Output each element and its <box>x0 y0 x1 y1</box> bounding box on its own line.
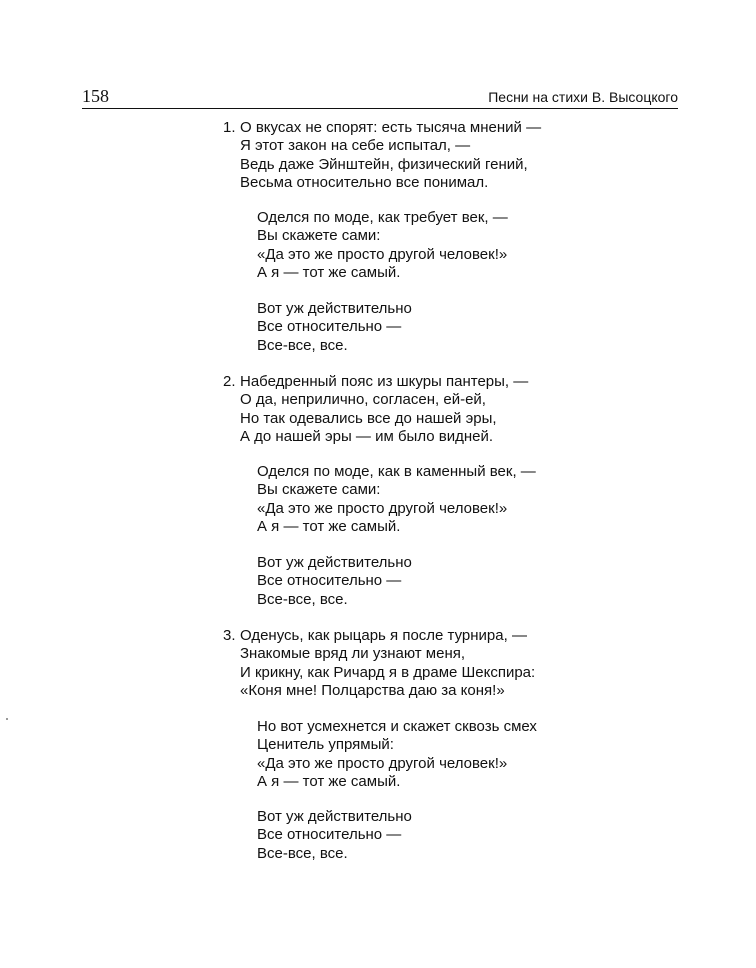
scan-speck <box>6 718 8 720</box>
refrain-line: Вы скажете сами: <box>257 481 381 499</box>
verse-number: 3. <box>223 627 236 644</box>
refrain-line: Все-все, все. <box>257 844 348 862</box>
refrain-line: Оделся по моде, как требует век, — <box>257 209 508 226</box>
verse-line: Знакомые вряд ли узнают меня, <box>240 645 466 663</box>
refrain-line: А я — тот же самый. <box>257 263 401 281</box>
refrain-line: Все относительно — <box>257 318 402 336</box>
refrain-line: Вот уж действительно <box>257 808 412 825</box>
refrain-line: А я — тот же самый. <box>257 517 401 535</box>
refrain-line: Но вот усмехнется и скажет сквозь смех <box>257 718 537 735</box>
refrain-line: Все относительно — <box>257 826 402 844</box>
refrain-3 <box>257 463 536 536</box>
verse-line: Весьма относительно все понимал. <box>240 173 489 191</box>
verse-line: 1. О вкусах не спорят: есть тысяча мнений — <box>223 119 542 136</box>
page-number: 158 <box>82 86 109 106</box>
refrain-6 <box>257 808 412 863</box>
verse-line: А до нашей эры — им было видней. <box>240 427 494 445</box>
refrain-line: Ценитель упрямый: <box>257 736 394 754</box>
refrain-line: «Да это же просто другой человек!» <box>257 245 508 263</box>
verse-number: 2. <box>223 373 236 390</box>
refrain-line: Все относительно — <box>257 572 402 590</box>
refrain-line: «Да это же просто другой человек!» <box>257 754 508 772</box>
refrain-2 <box>257 300 412 355</box>
verse-line: Я этот закон на себе испытал, — <box>240 137 471 155</box>
verse-number: 1. <box>223 119 236 136</box>
refrain-line: Все-все, все. <box>257 336 348 354</box>
refrain-1 <box>257 209 508 282</box>
verse-line: И крикну, как Ричард я в драме Шекспира: <box>240 663 536 681</box>
verse-line: 3. Оденусь, как рыцарь я после турнира, — <box>223 627 527 644</box>
refrain-line: «Да это же просто другой человек!» <box>257 499 508 517</box>
verse-line: «Коня мне! Полцарства даю за коня!» <box>240 681 505 699</box>
refrain-4 <box>257 554 412 609</box>
refrain-line: Все-все, все. <box>257 590 348 608</box>
verse-2 <box>223 373 528 446</box>
refrain-line: Вот уж действительно <box>257 554 412 571</box>
verse-1 <box>223 119 541 192</box>
refrain-line: А я — тот же самый. <box>257 772 401 790</box>
refrain-line: Оделся по моде, как в каменный век, — <box>257 463 536 480</box>
verse-3 <box>223 627 535 700</box>
refrain-line: Вы скажете сами: <box>257 227 381 245</box>
verse-line: 2. Набедренный пояс из шкуры пантеры, — <box>223 373 529 390</box>
verse-line: Но так одевались все до нашей эры, <box>240 409 497 427</box>
page-header <box>82 86 678 109</box>
running-title: Песни на стихи В. Высоцкого <box>488 89 678 105</box>
verse-line: Ведь даже Эйнштейн, физический гений, <box>240 155 528 173</box>
refrain-line: Вот уж действительно <box>257 300 412 317</box>
refrain-5 <box>257 718 537 791</box>
verse-line: О да, неприлично, согласен, ей-ей, <box>240 391 486 409</box>
